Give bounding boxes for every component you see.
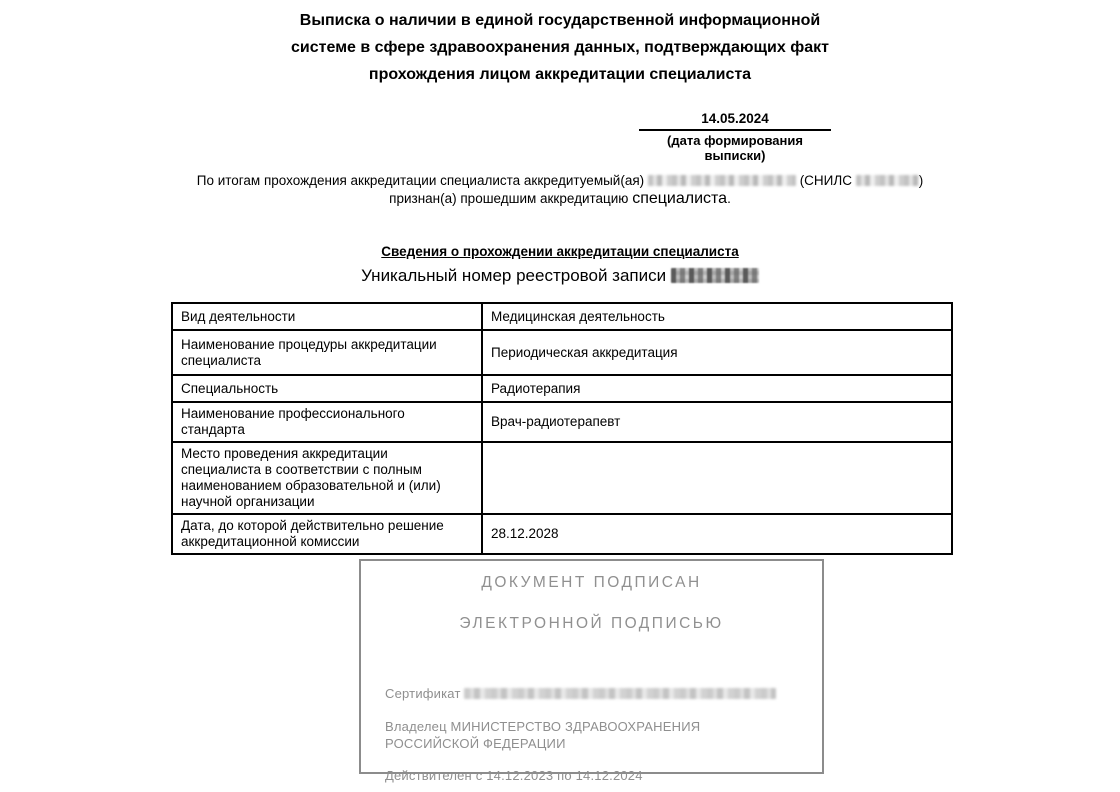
table-row xyxy=(172,303,952,330)
intro-text-before-emphasis: признан(а) прошедшим аккредитацию xyxy=(389,191,629,206)
row-label: Наименование профессионального стандарта xyxy=(172,402,482,442)
row-label: Наименование процедуры аккредитации специалиста xyxy=(172,330,482,375)
snils-open-label: (СНИЛС xyxy=(799,173,852,188)
intro-text-before-name: По итогам прохождения аккредитации специалиста аккредитуемый(ая) xyxy=(196,173,645,188)
document-title-text: Выписка о наличии в единой государственной информационной системе в сфере здравоохранения данных, подтверждающих факт прохождения лицом аккредитации специалиста xyxy=(291,12,829,83)
row-label: Вид деятельности xyxy=(172,303,482,330)
table-row xyxy=(172,442,952,514)
table-row xyxy=(172,402,952,442)
section-heading: Сведения о прохождении аккредитации специалиста xyxy=(381,244,739,259)
redacted-snils-number xyxy=(856,175,919,186)
signature-heading-line2: ЭЛЕКТРОННОЙ ПОДПИСЬЮ xyxy=(459,615,724,632)
snils-close-paren: ) xyxy=(918,173,924,188)
row-value xyxy=(482,442,952,514)
redacted-accredited-name xyxy=(648,175,796,186)
row-value: 28.12.2028 xyxy=(482,514,952,554)
intro-emphasis-word: специалиста xyxy=(632,190,728,207)
registry-number-label: Уникальный номер реестровой записи xyxy=(361,266,667,285)
table-row xyxy=(172,375,952,402)
intro-line-2 xyxy=(40,190,1080,208)
row-label: Специальность xyxy=(172,375,482,402)
table-row xyxy=(172,330,952,375)
signature-certificate-line xyxy=(385,685,798,702)
row-value: Врач-радиотерапевт xyxy=(482,402,952,442)
row-label: Дата, до которой действительно решение аккредитационной комиссии xyxy=(172,514,482,554)
owner-label: Владелец xyxy=(385,719,447,734)
row-value: Периодическая аккредитация xyxy=(482,330,952,375)
owner-value: МИНИСТЕРСТВО ЗДРАВООХРАНЕНИЯ РОССИЙСКОЙ ФЕДЕРАЦИИ xyxy=(385,719,701,751)
accreditation-table xyxy=(171,302,953,555)
digital-signature-stamp xyxy=(359,559,824,783)
row-value: Медицинская деятельность xyxy=(482,303,952,330)
signature-heading-line1: ДОКУМЕНТ ПОДПИСАН xyxy=(481,574,702,591)
signature-owner-line xyxy=(385,718,785,752)
registry-number-line xyxy=(0,266,1120,286)
intro-line-1 xyxy=(40,172,1080,190)
redacted-registry-number xyxy=(671,268,759,283)
intro-period: . xyxy=(727,191,731,206)
row-value: Радиотерапия xyxy=(482,375,952,402)
table-row xyxy=(172,514,952,554)
row-label: Место проведения аккредитации специалиста в соответствии с полным наименованием образовательной и (или) научной организации xyxy=(172,442,482,514)
signature-validity-line: Действителен с 14.12.2023 по 14.12.2024 xyxy=(385,768,643,783)
extract-date: 14.05.2024 xyxy=(639,111,831,131)
extract-date-block xyxy=(639,111,831,163)
extract-date-caption: (дата формирования выписки) xyxy=(667,133,803,163)
intro-paragraph xyxy=(40,172,1080,208)
document-title xyxy=(0,7,1120,88)
redacted-certificate-number xyxy=(464,688,776,699)
certificate-label: Сертификат xyxy=(385,686,461,701)
